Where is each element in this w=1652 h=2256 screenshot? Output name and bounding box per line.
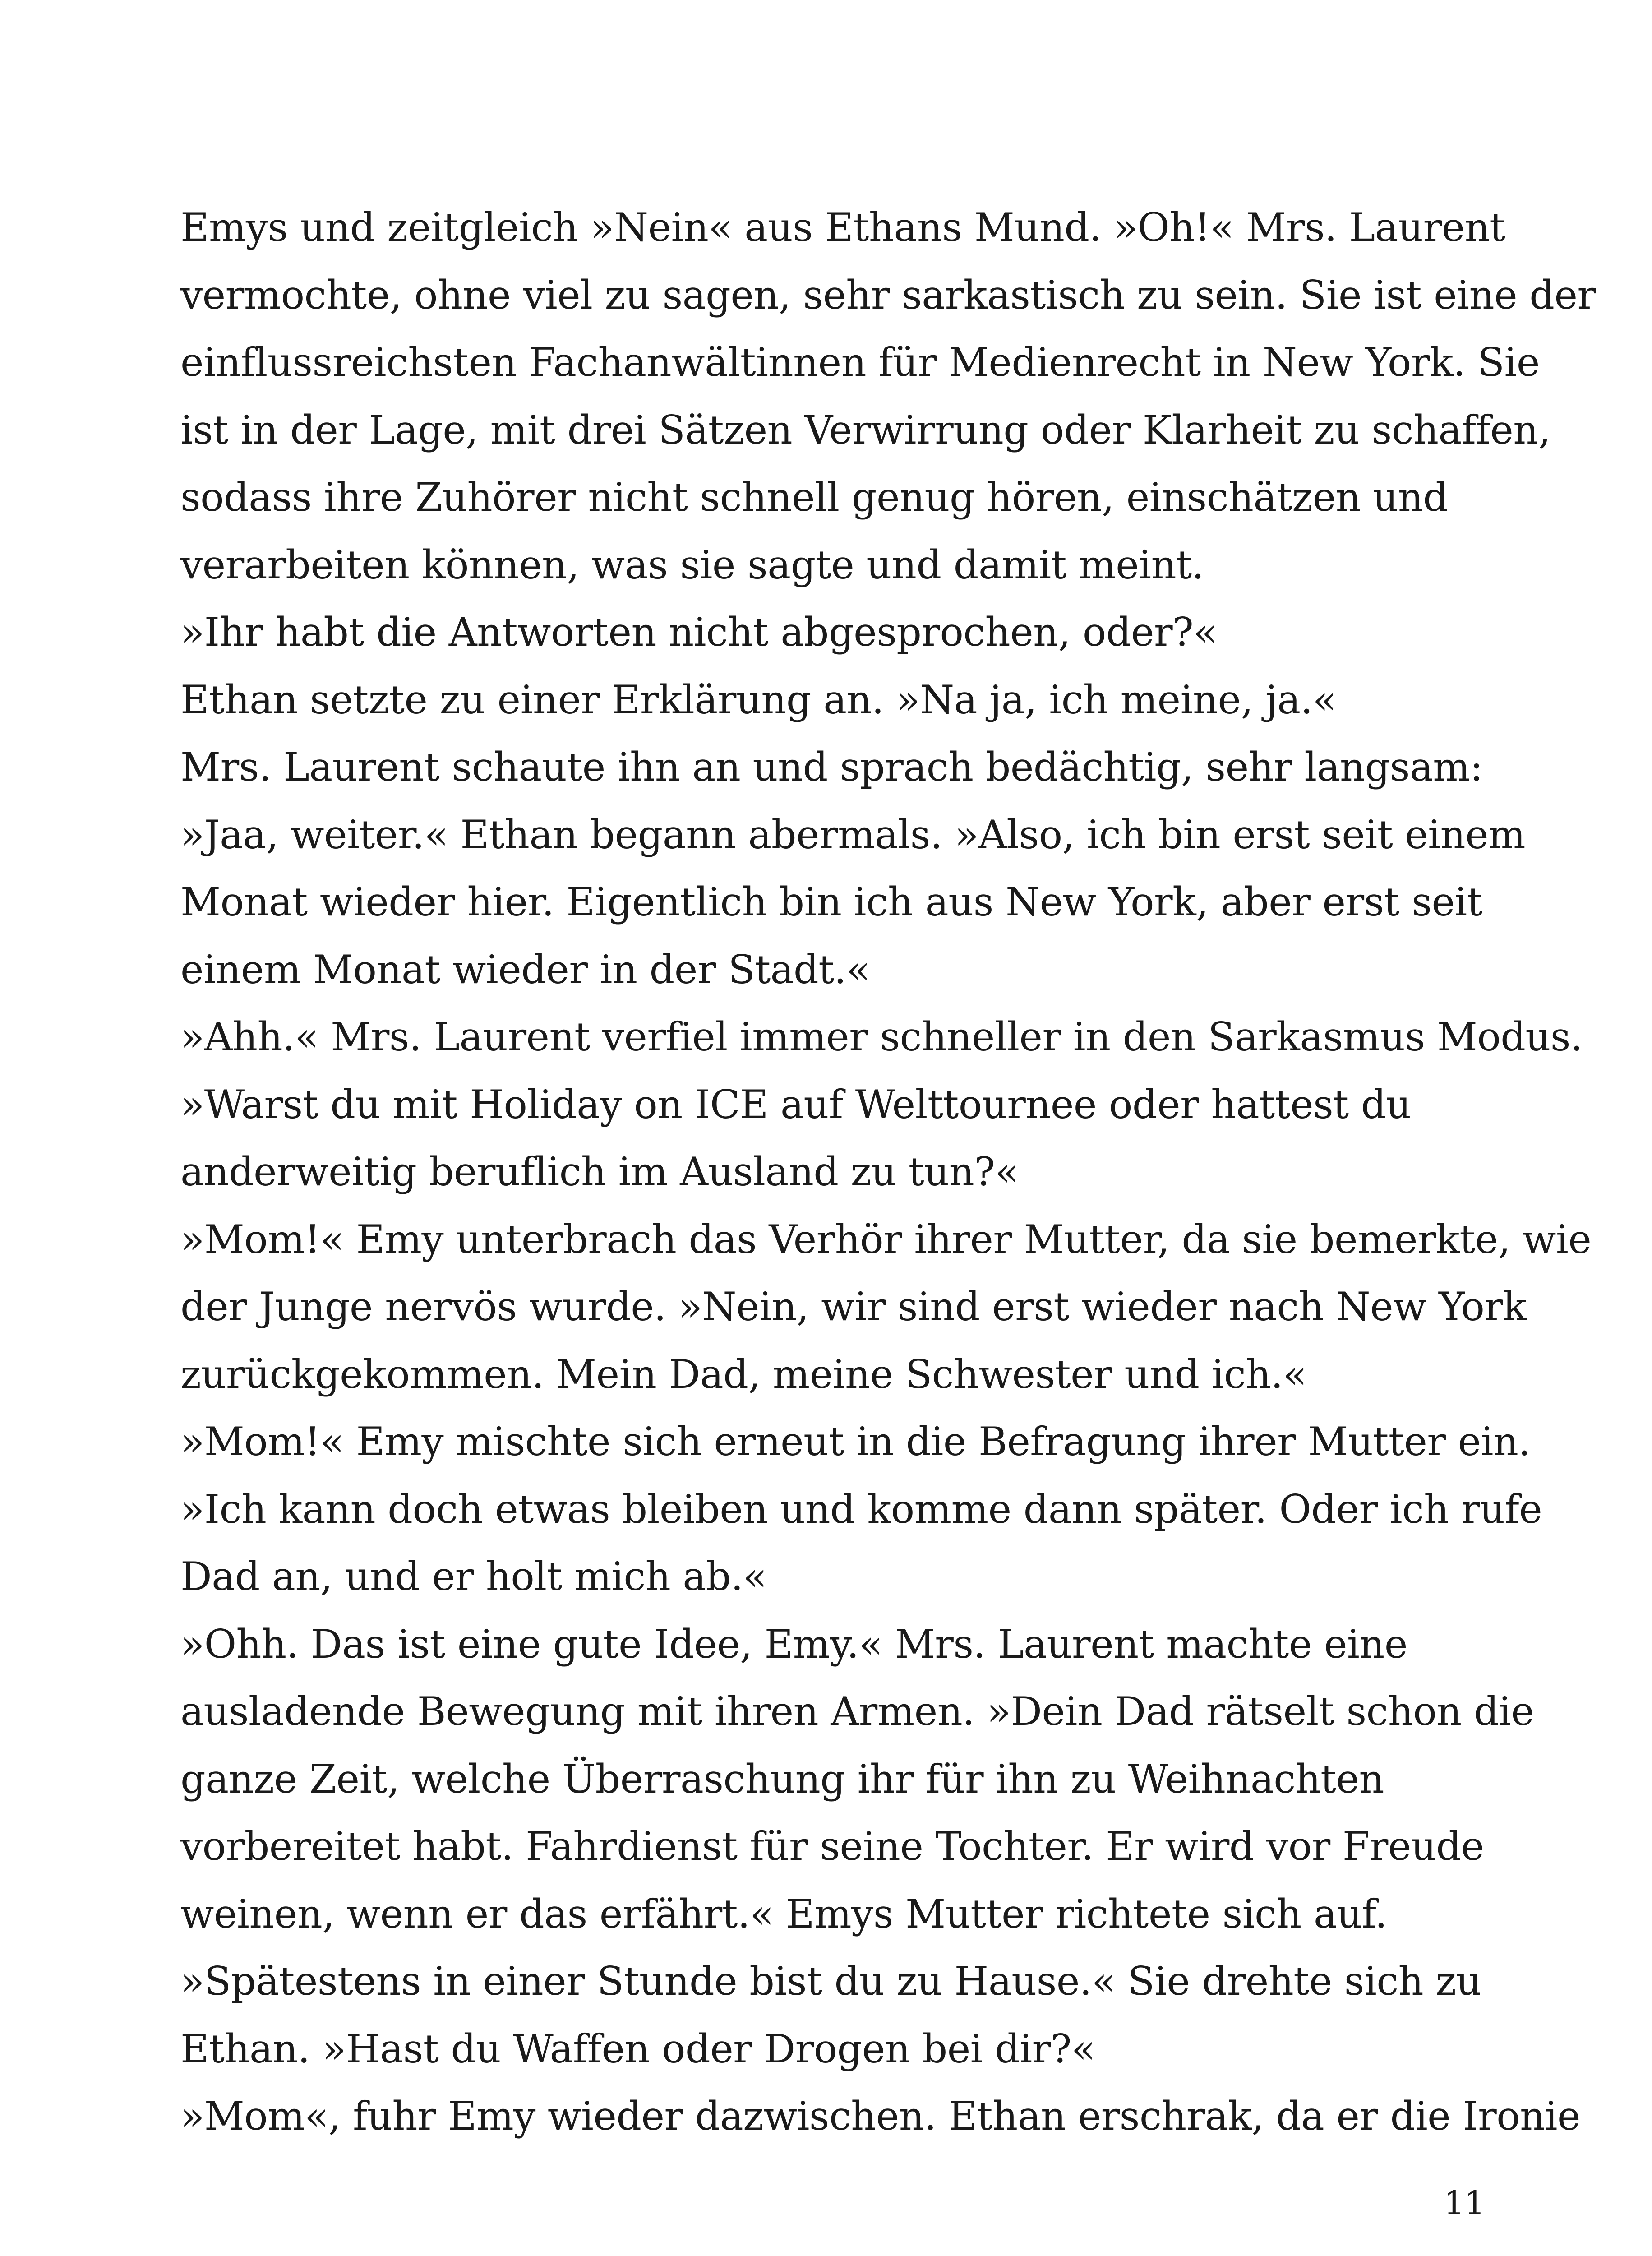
text-line: Ethan setzte zu einer Erklärung an. »Na ja, ich meine, ja.«	[180, 676, 1337, 723]
text-line: »Ihr habt die Antworten nicht abgesprochen, oder?«	[180, 609, 1218, 655]
text-line: »Mom!« Emy mischte sich erneut in die Befragung ihrer Mutter ein.	[180, 1419, 1531, 1465]
text-line: weinen, wenn er das erfährt.« Emys Mutter richtete sich auf.	[180, 1891, 1387, 1937]
text-line: Monat wieder hier. Eigentlich bin ich aus New York, aber erst seit	[180, 879, 1483, 925]
text-line: ist in der Lage, mit drei Sätzen Verwirrung oder Klarheit zu schaffen,	[180, 407, 1550, 453]
text-line: der Junge nervös wurde. »Nein, wir sind erst wieder nach New York	[180, 1284, 1527, 1330]
text-line: Emys und zeitgleich »Nein« aus Ethans Mund. »Oh!« Mrs. Laurent	[180, 204, 1505, 250]
text-line: zurückgekommen. Mein Dad, meine Schwester und ich.«	[180, 1351, 1307, 1397]
text-line: einflussreichsten Fachanwältinnen für Medienrecht in New York. Sie	[180, 339, 1540, 385]
text-line: Ethan. »Hast du Waffen oder Drogen bei dir?«	[180, 2025, 1095, 2072]
text-line: vorbereitet habt. Fahrdienst für seine Tochter. Er wird vor Freude	[180, 1823, 1484, 1869]
text-line: »Mom!« Emy unterbrach das Verhör ihrer Mutter, da sie bemerkte, wie	[180, 1216, 1592, 1262]
text-line: Mrs. Laurent schaute ihn an und sprach bedächtig, sehr langsam:	[180, 744, 1483, 790]
text-line: Dad an, und er holt mich ab.«	[180, 1553, 767, 1600]
text-line: ganze Zeit, welche Überraschung ihr für ihn zu Weihnachten	[180, 1756, 1384, 1802]
text-line: anderweitig beruflich im Ausland zu tun?«	[180, 1149, 1019, 1195]
text-line: »Jaa, weiter.« Ethan begann abermals. »Also, ich bin erst seit einem	[180, 811, 1526, 858]
text-line: »Ahh.« Mrs. Laurent verfiel immer schneller in den Sarkasmus Modus.	[180, 1014, 1583, 1060]
text-line: »Ich kann doch etwas bleiben und komme dann später. Oder ich rufe	[180, 1486, 1542, 1532]
text-line: »Warst du mit Holiday on ICE auf Welttournee oder hattest du	[180, 1081, 1411, 1128]
text-line: sodass ihre Zuhörer nicht schnell genug hören, einschätzen und	[180, 474, 1448, 520]
text-line: »Ohh. Das ist eine gute Idee, Emy.« Mrs. Laurent machte eine	[180, 1621, 1407, 1667]
text-line: verarbeiten können, was sie sagte und damit meint.	[180, 541, 1204, 588]
text-line: ausladende Bewegung mit ihren Armen. »Dein Dad rätselt schon die	[180, 1688, 1534, 1734]
text-line: »Mom«, fuhr Emy wieder dazwischen. Ethan erschrak, da er die Ironie	[180, 2093, 1580, 2139]
body-text	[180, 194, 1596, 2150]
text-line: »Spätestens in einer Stunde bist du zu Hause.« Sie drehte sich zu	[180, 1958, 1481, 2004]
text-line: vermochte, ohne viel zu sagen, sehr sarkastisch zu sein. Sie ist eine der	[180, 272, 1596, 318]
text-line: einem Monat wieder in der Stadt.«	[180, 946, 870, 993]
page-number: 11	[1444, 2184, 1485, 2222]
